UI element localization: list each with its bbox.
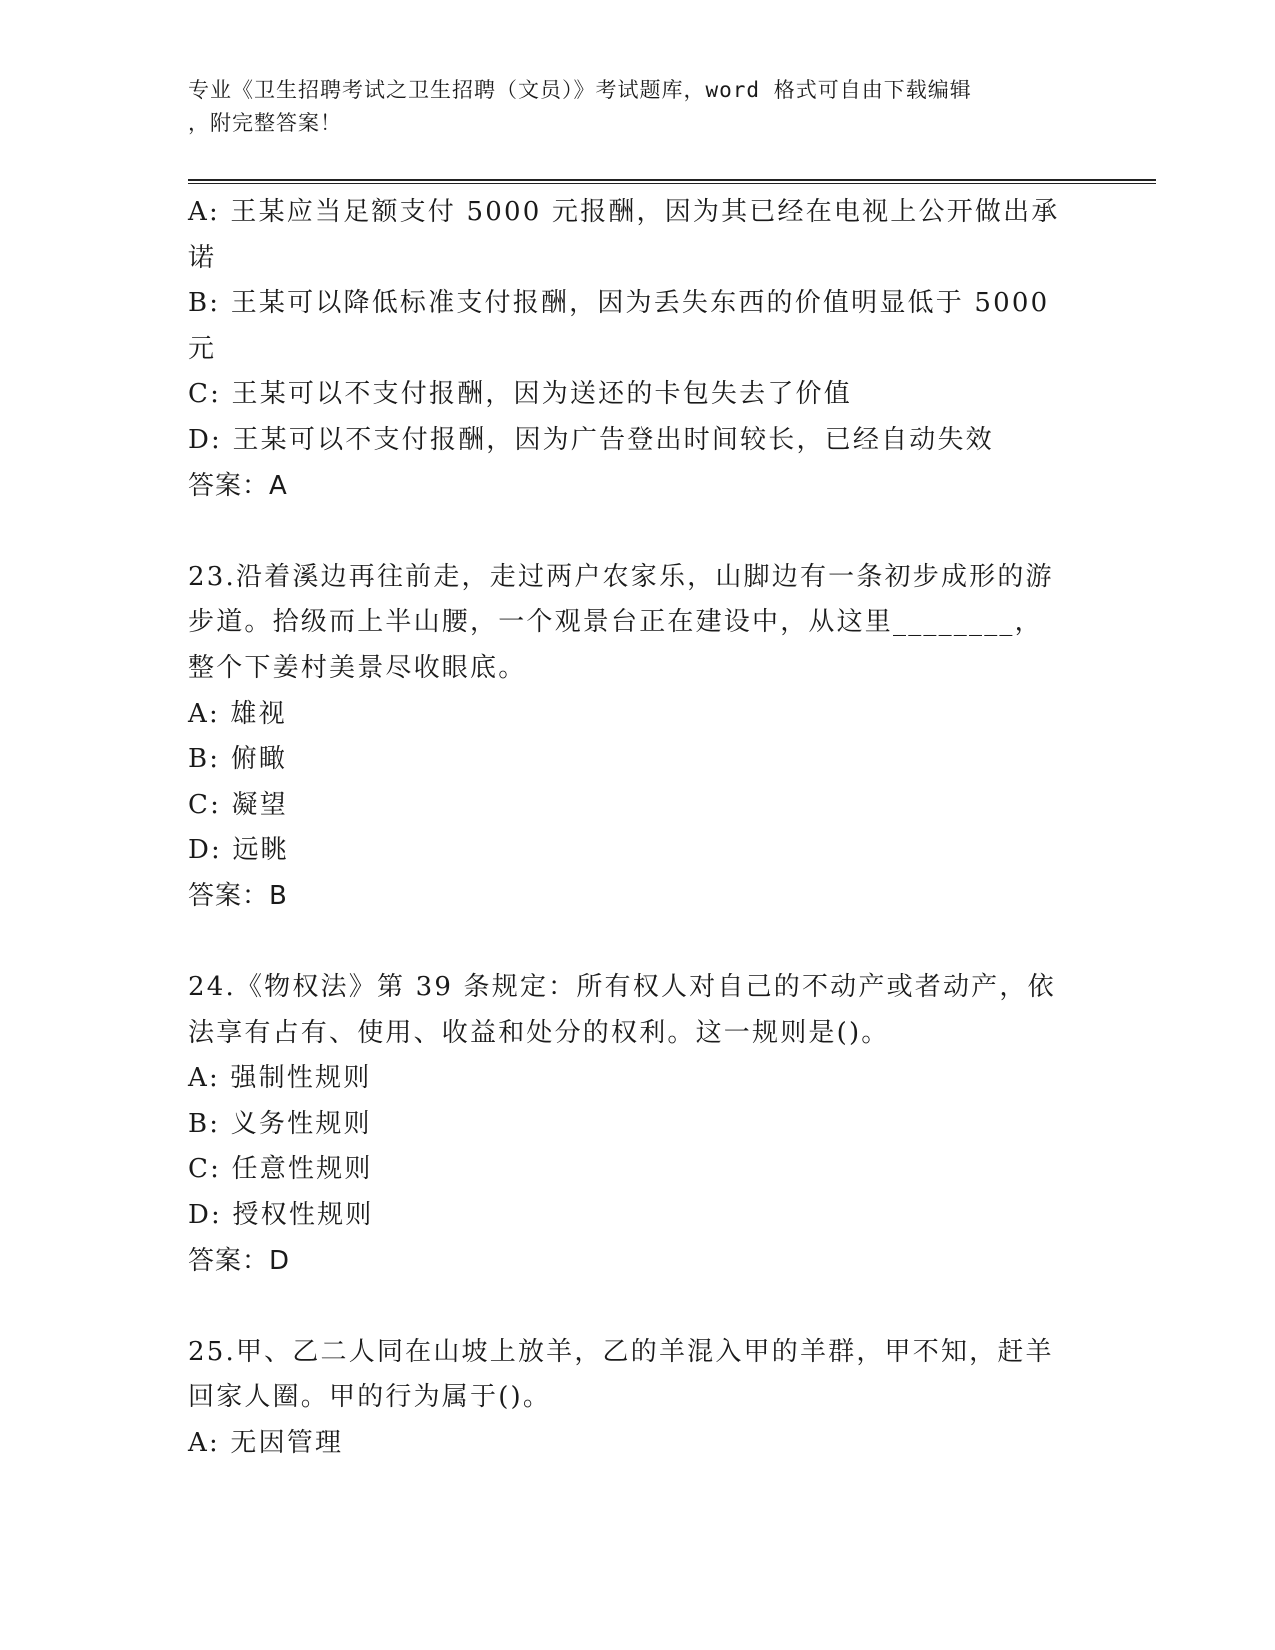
option-c: C: 凝望 — [188, 789, 288, 820]
question-stem-line: 23.沿着溪边再往前走，走过两户农家乐，山脚边有一条初步成形的游 — [188, 561, 1054, 592]
answer-line: 答案：B — [188, 880, 288, 911]
question-23 — [188, 555, 1088, 920]
question-stem-line: 法享有占有、使用、收益和处分的权利。这一规则是()。 — [188, 1017, 890, 1048]
option-b: B: 俯瞰 — [188, 744, 288, 775]
answer-line: 答案：A — [188, 470, 288, 501]
option-a: A: 雄视 — [188, 698, 287, 729]
option-d: D: 授权性规则 — [188, 1200, 374, 1231]
document-header — [188, 74, 1068, 140]
question-stem-line: 整个下姜村美景尽收眼底。 — [188, 652, 527, 683]
spacer — [188, 509, 1088, 555]
answer-line: 答案：D — [188, 1245, 291, 1276]
option-b: B: 王某可以降低标准支付报酬，因为丢失东西的价值明显低于 5000 — [188, 288, 1050, 319]
header-line-1: 专业《卫生招聘考试之卫生招聘（文员）》考试题库，word 格式可自由下载编辑 — [188, 78, 972, 102]
question-25 — [188, 1330, 1088, 1467]
spacer — [188, 1284, 1088, 1330]
option-c: C: 任意性规则 — [188, 1154, 373, 1185]
header-line-2: ，附完整答案！ — [188, 111, 342, 135]
option-d: D: 王某可以不支付报酬，因为广告登出时间较长，已经自动失效 — [188, 424, 994, 455]
question-stem-line: 25.甲、乙二人同在山坡上放羊，乙的羊混入甲的羊群，甲不知，赶羊 — [188, 1336, 1054, 1367]
question-24 — [188, 965, 1088, 1284]
option-a: A: 王某应当足额支付 5000 元报酬，因为其已经在电视上公开做出承 — [188, 197, 1060, 227]
option-b: B: 义务性规则 — [188, 1108, 372, 1139]
header-divider — [188, 179, 1156, 184]
question-22 — [188, 190, 1088, 509]
option-a: A: 强制性规则 — [188, 1063, 372, 1094]
question-content — [188, 190, 1088, 1467]
option-d: D: 远眺 — [188, 835, 289, 866]
spacer — [188, 920, 1088, 966]
option-c: C: 王某可以不支付报酬，因为送还的卡包失去了价值 — [188, 379, 852, 410]
option-b-continued: 元 — [188, 333, 217, 364]
option-a-continued: 诺 — [188, 242, 217, 273]
question-stem-line: 步道。拾级而上半山腰，一个观景台正在建设中，从这里________， — [188, 607, 1043, 638]
question-stem-line: 24.《物权法》第 39 条规定：所有权人对自己的不动产或者动产，依 — [188, 972, 1056, 1003]
question-stem-line: 回家人圈。甲的行为属于()。 — [188, 1382, 552, 1413]
option-a: A: 无因管理 — [188, 1428, 344, 1459]
